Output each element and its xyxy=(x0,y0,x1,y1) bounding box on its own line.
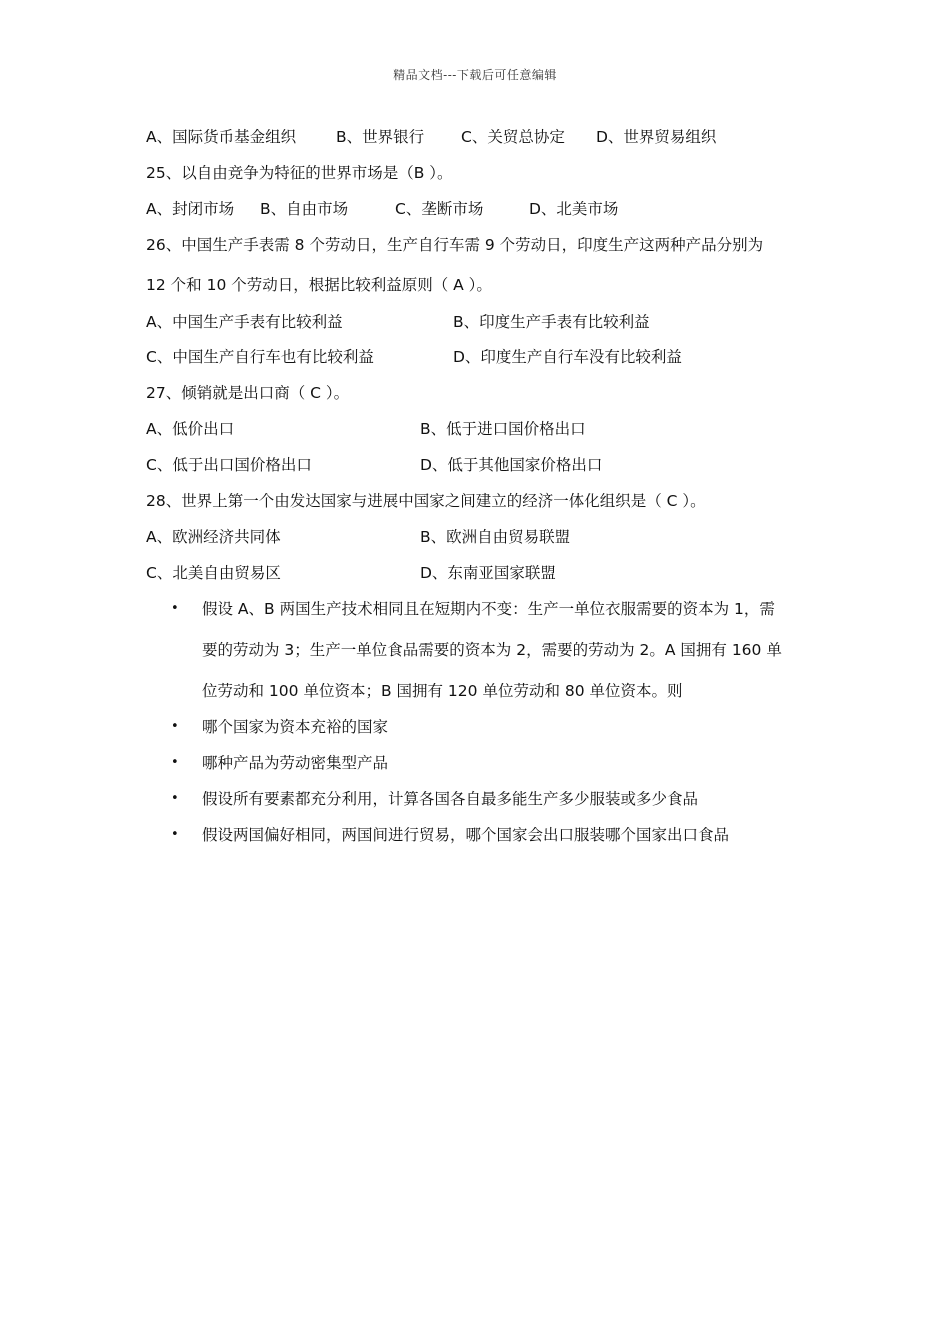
bullet-1-line2: 要的劳动为 3；生产一单位食品需要的资本为 2，需要的劳动为 2。A 国拥有 160 单 xyxy=(202,641,782,659)
q26-stem-line1: 26、中国生产手表需 8 个劳动日，生产自行车需 9 个劳动日，印度生产这两种产品分别为 xyxy=(146,236,764,254)
bullet-icon: • xyxy=(171,791,179,806)
q26-option-a: A、中国生产手表有比较利益 xyxy=(146,313,343,331)
bullet-2-text: 哪个国家为资本充裕的国家 xyxy=(202,718,389,736)
bullet-icon: • xyxy=(171,755,179,770)
q24-option-d: D、世界贸易组织 xyxy=(596,128,717,146)
bullet-icon: • xyxy=(171,719,179,734)
q27-option-b: B、低于进口国价格出口 xyxy=(420,420,586,438)
q26-option-c: C、中国生产自行车也有比较利益 xyxy=(146,348,374,366)
q25-option-a: A、封闭市场 xyxy=(146,200,235,218)
bullet-5-text: 假设两国偏好相同，两国间进行贸易，哪个国家会出口服装哪个国家出口食品 xyxy=(202,826,730,844)
bullet-1-line3: 位劳动和 100 单位资本；B 国拥有 120 单位劳动和 80 单位资本。则 xyxy=(202,682,683,700)
q27-option-d: D、低于其他国家价格出口 xyxy=(420,456,603,474)
q24-option-a: A、国际货币基金组织 xyxy=(146,128,297,146)
q26-option-b: B、印度生产手表有比较利益 xyxy=(453,313,650,331)
bullet-icon: • xyxy=(171,601,179,616)
q28-option-a: A、欧洲经济共同体 xyxy=(146,528,281,546)
q25-option-b: B、自由市场 xyxy=(260,200,349,218)
q24-option-b: B、世界银行 xyxy=(336,128,425,146)
q25-option-c: C、垄断市场 xyxy=(395,200,484,218)
q24-option-c: C、关贸总协定 xyxy=(461,128,565,146)
page-header: 精品文档---下载后可任意编辑 xyxy=(393,68,557,82)
q28-option-d: D、东南亚国家联盟 xyxy=(420,564,556,582)
q28-option-b: B、欧洲自由贸易联盟 xyxy=(420,528,571,546)
bullet-icon: • xyxy=(171,827,179,842)
bullet-3-text: 哪种产品为劳动密集型产品 xyxy=(202,754,389,772)
q27-option-a: A、低价出口 xyxy=(146,420,235,438)
q26-option-d: D、印度生产自行车没有比较利益 xyxy=(453,348,682,366)
q26-stem-line2: 12 个和 10 个劳动日，根据比较利益原则（ A ）。 xyxy=(146,276,492,294)
q27-option-c: C、低于出口国价格出口 xyxy=(146,456,312,474)
q27-stem: 27、倾销就是出口商（ C ）。 xyxy=(146,384,350,402)
q25-option-d: D、北美市场 xyxy=(529,200,619,218)
q28-option-c: C、北美自由贸易区 xyxy=(146,564,281,582)
q25-stem: 25、以自由竞争为特征的世界市场是（B ）。 xyxy=(146,164,453,182)
bullet-1-line1: 假设 A、B 两国生产技术相同且在短期内不变：生产一单位衣服需要的资本为 1，需 xyxy=(202,600,775,618)
bullet-4-text: 假设所有要素都充分利用，计算各国各自最多能生产多少服装或多少食品 xyxy=(202,790,699,808)
q28-stem: 28、世界上第一个由发达国家与进展中国家之间建立的经济一体化组织是（ C ）。 xyxy=(146,492,706,510)
